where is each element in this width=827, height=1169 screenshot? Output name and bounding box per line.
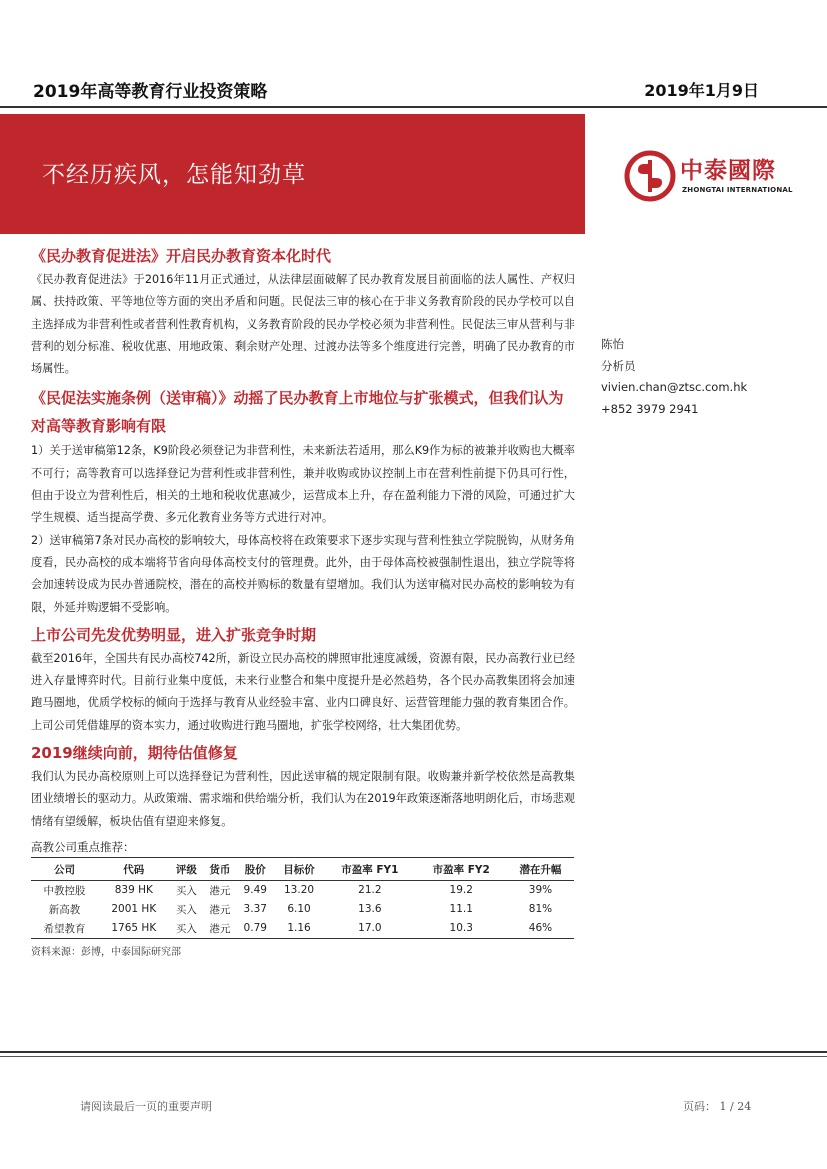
section-paragraph: 2）送审稿第7条对民办高校的影响较大，母体高校将在政策要求下逐步实现与营利性独立学院脱钩，从财务角度看，民办高校的成本端将节省向母体高校支付的管理费。此外，由于母体高校被强制性退出，独立学院等将会加速转设成为民办普通院校，潜在的高校并购标的数量有望增加。我们认为送审稿对民办高校的影响较为有限，外延并购逻辑不受影响。 xyxy=(31,533,575,614)
table-cell: 13.20 xyxy=(284,884,315,897)
table-cell: 839 HK xyxy=(114,884,153,897)
table-cell: 10.3 xyxy=(416,919,507,939)
analyst-phone: +852 3979 2941 xyxy=(601,401,699,416)
section-promotion-law xyxy=(31,244,575,380)
report-body xyxy=(31,244,575,958)
section-heading: 《民办教育促进法》开启民办教育资本化时代 xyxy=(31,247,332,265)
footer-rule-thin xyxy=(0,1056,827,1057)
table-cell: 买入 xyxy=(175,903,197,916)
column-header: 目标价 xyxy=(274,857,324,880)
table-cell: 买入 xyxy=(175,884,197,897)
table-cell: 2001 HK xyxy=(111,903,157,916)
footer-rule xyxy=(0,1051,827,1053)
headline-text: 不经历疾风，怎能知劲草 xyxy=(42,162,306,188)
brand-name-en: ZHONGTAI INTERNATIONAL xyxy=(682,186,793,194)
section-heading: 2019继续向前，期待估值修复 xyxy=(31,744,238,763)
column-header: 市盈率 FY1 xyxy=(324,857,415,880)
section-draft-regulation xyxy=(31,384,575,618)
report-date: 2019年1月9日 xyxy=(644,81,759,100)
table-cell: 希望教育 xyxy=(31,919,98,939)
table-cell: 新高教 xyxy=(48,903,81,916)
table-cell: 买入 xyxy=(170,919,204,939)
section-paragraph: 《民办教育促进法》于2016年11月正式通过，从法律层面破解了民办教育发展目前面临的法人属性、产权归属、扶持政策、平等地位等方面的突出矛盾和问题。民促法三审的核心在于非义务教育阶段的民办学校可以自主选择成为非营利性或者营利性教育机构，义务教育阶段的民办学校必须为非营利性。民促法三审从营利与非营利的划分标准、税收优惠、用地政策、剩余财产处理、过渡办法等多个维度进行完善，明确了民办教育的市场属性。 xyxy=(31,273,575,376)
table-cell: 13.6 xyxy=(358,903,382,916)
table-cell: 港元 xyxy=(209,884,231,897)
section-heading: 《民促法实施条例（送审稿）》动摇了民办教育上市地位与扩张模式，但我们认为对高等教育影响有限 xyxy=(31,389,564,436)
header-rule xyxy=(0,106,827,108)
table-cell: 46% xyxy=(507,919,574,939)
analyst-name: 陈怡 xyxy=(601,337,624,351)
section-listed-advantage xyxy=(31,623,575,737)
analyst-info xyxy=(601,334,747,420)
column-header: 货币 xyxy=(203,857,237,880)
brand-logo xyxy=(624,150,794,202)
table-cell: 9.49 xyxy=(243,884,267,897)
table-cell: 17.0 xyxy=(324,919,415,939)
table-cell: 港元 xyxy=(209,903,231,916)
column-header: 公司 xyxy=(31,857,98,880)
analyst-email[interactable]: vivien.chan@ztsc.com.hk xyxy=(601,380,748,394)
column-header: 潜在升幅 xyxy=(507,857,574,880)
zhongtai-logo-icon xyxy=(624,150,676,202)
section-heading: 上市公司先发优势明显，进入扩张竞争时期 xyxy=(31,625,317,644)
table-cell: 19.2 xyxy=(449,884,473,897)
headline-banner xyxy=(0,114,585,234)
table-row xyxy=(31,880,574,900)
footer-disclaimer: 请阅读最后一页的重要声明 xyxy=(80,1100,212,1113)
table-row xyxy=(31,919,574,939)
table-cell: 1765 HK xyxy=(98,919,170,939)
column-header: 股价 xyxy=(237,857,274,880)
column-header: 市盈率 FY2 xyxy=(416,857,507,880)
brand-name-cn: 中泰國際 xyxy=(680,158,776,184)
table-cell: 6.10 xyxy=(287,903,311,916)
section-paragraph: 我们认为民办高校原则上可以选择登记为营利性，因此送审稿的规定限制有限。收购兼并新学校依然是高教集团业绩增长的驱动力。从政策端、需求端和供给端分析，我们认为在2019年政策逐渐落地明朗化后，市场悲观情绪有望缓解，板块估值有望迎来修复。 xyxy=(31,770,575,828)
section-paragraph: 截至2016年，全国共有民办高校742所，新设立民办高校的牌照审批速度减缓，资源有限，民办高教行业已经进入存量博弈时代。目前行业集中度低，未来行业整合和集中度提升是必然趋势，各个民办高教集团将会加速跑马圈地，优质学校标的倾向于选择与教育从业经验丰富、业内口碑良好、运营管理能力强的教育集团合作。上司公司凭借雄厚的资本实力，通过收购进行跑马圈地，扩张学校网络，壮大集团优势。 xyxy=(31,651,575,732)
analyst-role: 分析员 xyxy=(601,358,636,373)
table-caption: 高教公司重点推荐： xyxy=(31,839,135,854)
table-cell: 81% xyxy=(528,903,553,916)
table-cell: 1.16 xyxy=(274,919,324,939)
table-cell: 3.37 xyxy=(243,903,267,916)
table-header-row xyxy=(31,857,574,880)
section-outlook-2019 xyxy=(31,741,575,833)
table-row xyxy=(31,900,574,919)
table-cell: 39% xyxy=(528,884,553,897)
column-header: 代码 xyxy=(98,857,170,880)
section-paragraph: 1）关于送审稿第12条，K9阶段必须登记为非营利性，未来新法若适用，那么K9作为标的被兼并收购也大概率不可行；高等教育可以选择登记为营利性或非营利性，兼并收购或协议控制上市在营利性前提下仍具可行性，但由于设立为营利性后，相关的土地和税收优惠减少，运营成本上升，存在盈利能力下滑的风险，可通过扩大学生规模、适当提高学费、多元化教育业务等方式进行对冲。 xyxy=(31,444,575,525)
table-cell: 11.1 xyxy=(449,903,473,916)
table-cell: 中教控股 xyxy=(43,884,86,897)
column-header: 评级 xyxy=(170,857,204,880)
page-number: 页码： 1 / 24 xyxy=(683,1100,752,1113)
table-cell: 21.2 xyxy=(358,884,382,897)
recommendation-table xyxy=(31,857,574,939)
table-cell: 港元 xyxy=(203,919,237,939)
table-source: 资料来源：彭博，中泰国际研究部 xyxy=(31,946,181,958)
table-cell: 0.79 xyxy=(237,919,274,939)
report-title: 2019年高等教育行业投资策略 xyxy=(33,82,268,102)
